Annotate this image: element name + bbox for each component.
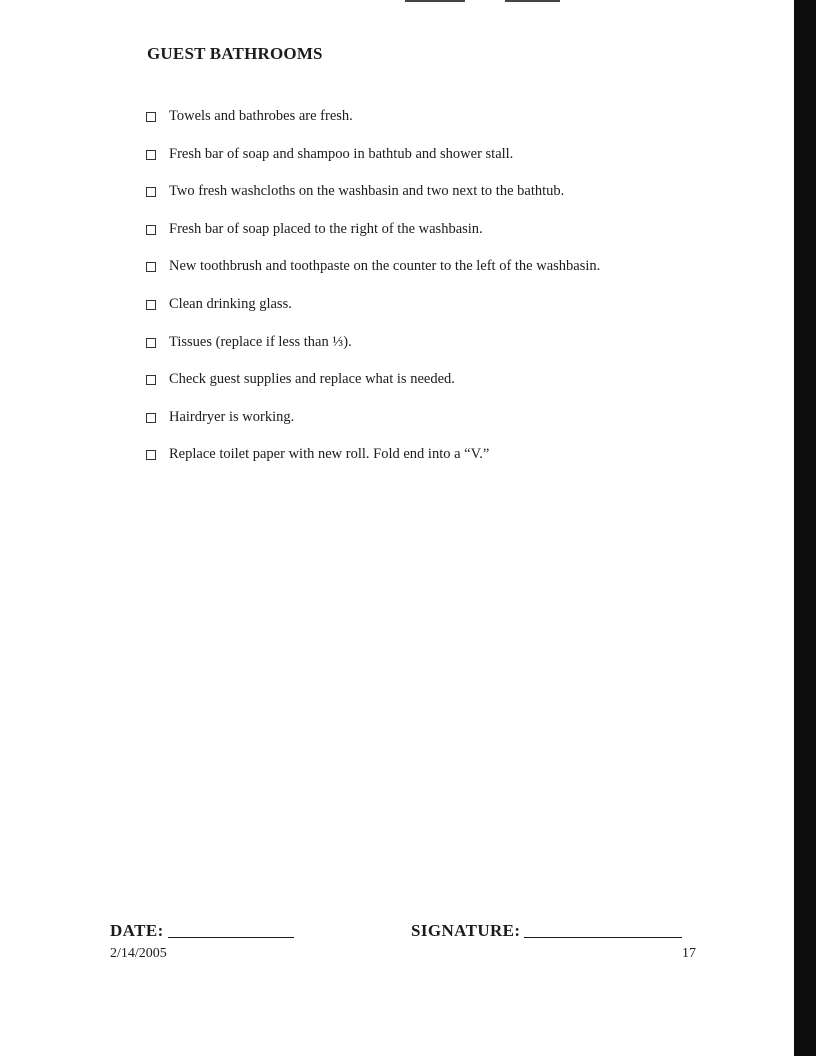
checklist-item bbox=[146, 369, 600, 407]
checklist-item bbox=[146, 256, 600, 294]
checklist-item-text: Fresh bar of soap and shampoo in bathtub and shower stall. bbox=[169, 145, 514, 162]
checklist-item bbox=[146, 219, 600, 257]
checklist-item bbox=[146, 332, 600, 370]
checklist-item-text: Tissues (replace if less than ⅓). bbox=[169, 333, 352, 350]
checklist-item-text: Two fresh washcloths on the washbasin and two next to the bathtub. bbox=[169, 183, 565, 200]
checkbox-icon[interactable] bbox=[146, 300, 156, 310]
top-rule-right bbox=[505, 0, 560, 2]
date-field bbox=[110, 921, 294, 941]
page-number: 17 bbox=[682, 946, 696, 961]
checklist-item bbox=[146, 144, 600, 182]
checklist-item-text: Towels and bathrobes are fresh. bbox=[169, 108, 353, 124]
signature-label: SIGNATURE: bbox=[411, 921, 521, 940]
scan-edge bbox=[794, 0, 816, 1056]
top-rule-left bbox=[405, 0, 465, 2]
checklist-item-text: Replace toilet paper with new roll. Fold end into a “V.” bbox=[169, 446, 490, 463]
signature-blank-line[interactable] bbox=[524, 936, 682, 938]
date-label: DATE: bbox=[110, 921, 164, 940]
document-date: 2/14/2005 bbox=[110, 946, 167, 961]
date-blank-line[interactable] bbox=[168, 936, 294, 938]
checklist-item bbox=[146, 294, 600, 332]
checklist-item-text: Fresh bar of soap placed to the right of the washbasin. bbox=[169, 220, 483, 237]
checkbox-icon[interactable] bbox=[146, 413, 156, 423]
checkbox-icon[interactable] bbox=[146, 187, 156, 197]
checklist-item-text: Hairdryer is working. bbox=[169, 408, 295, 425]
checkbox-icon[interactable] bbox=[146, 375, 156, 385]
checklist bbox=[146, 106, 600, 482]
signature-field bbox=[411, 921, 682, 941]
checkbox-icon[interactable] bbox=[146, 112, 156, 122]
checklist-item bbox=[146, 444, 600, 482]
checkbox-icon[interactable] bbox=[146, 338, 156, 348]
page-title: GUEST BATHROOMS bbox=[147, 44, 323, 63]
checklist-item bbox=[146, 407, 600, 445]
checkbox-icon[interactable] bbox=[146, 150, 156, 160]
checklist-item bbox=[146, 106, 600, 144]
checklist-item bbox=[146, 181, 600, 219]
checklist-item-text: Check guest supplies and replace what is needed. bbox=[169, 371, 455, 388]
checkbox-icon[interactable] bbox=[146, 450, 156, 460]
checklist-item-text: New toothbrush and toothpaste on the counter to the left of the washbasin. bbox=[169, 258, 601, 275]
checkbox-icon[interactable] bbox=[146, 225, 156, 235]
checklist-item-text: Clean drinking glass. bbox=[169, 295, 292, 312]
checkbox-icon[interactable] bbox=[146, 262, 156, 272]
